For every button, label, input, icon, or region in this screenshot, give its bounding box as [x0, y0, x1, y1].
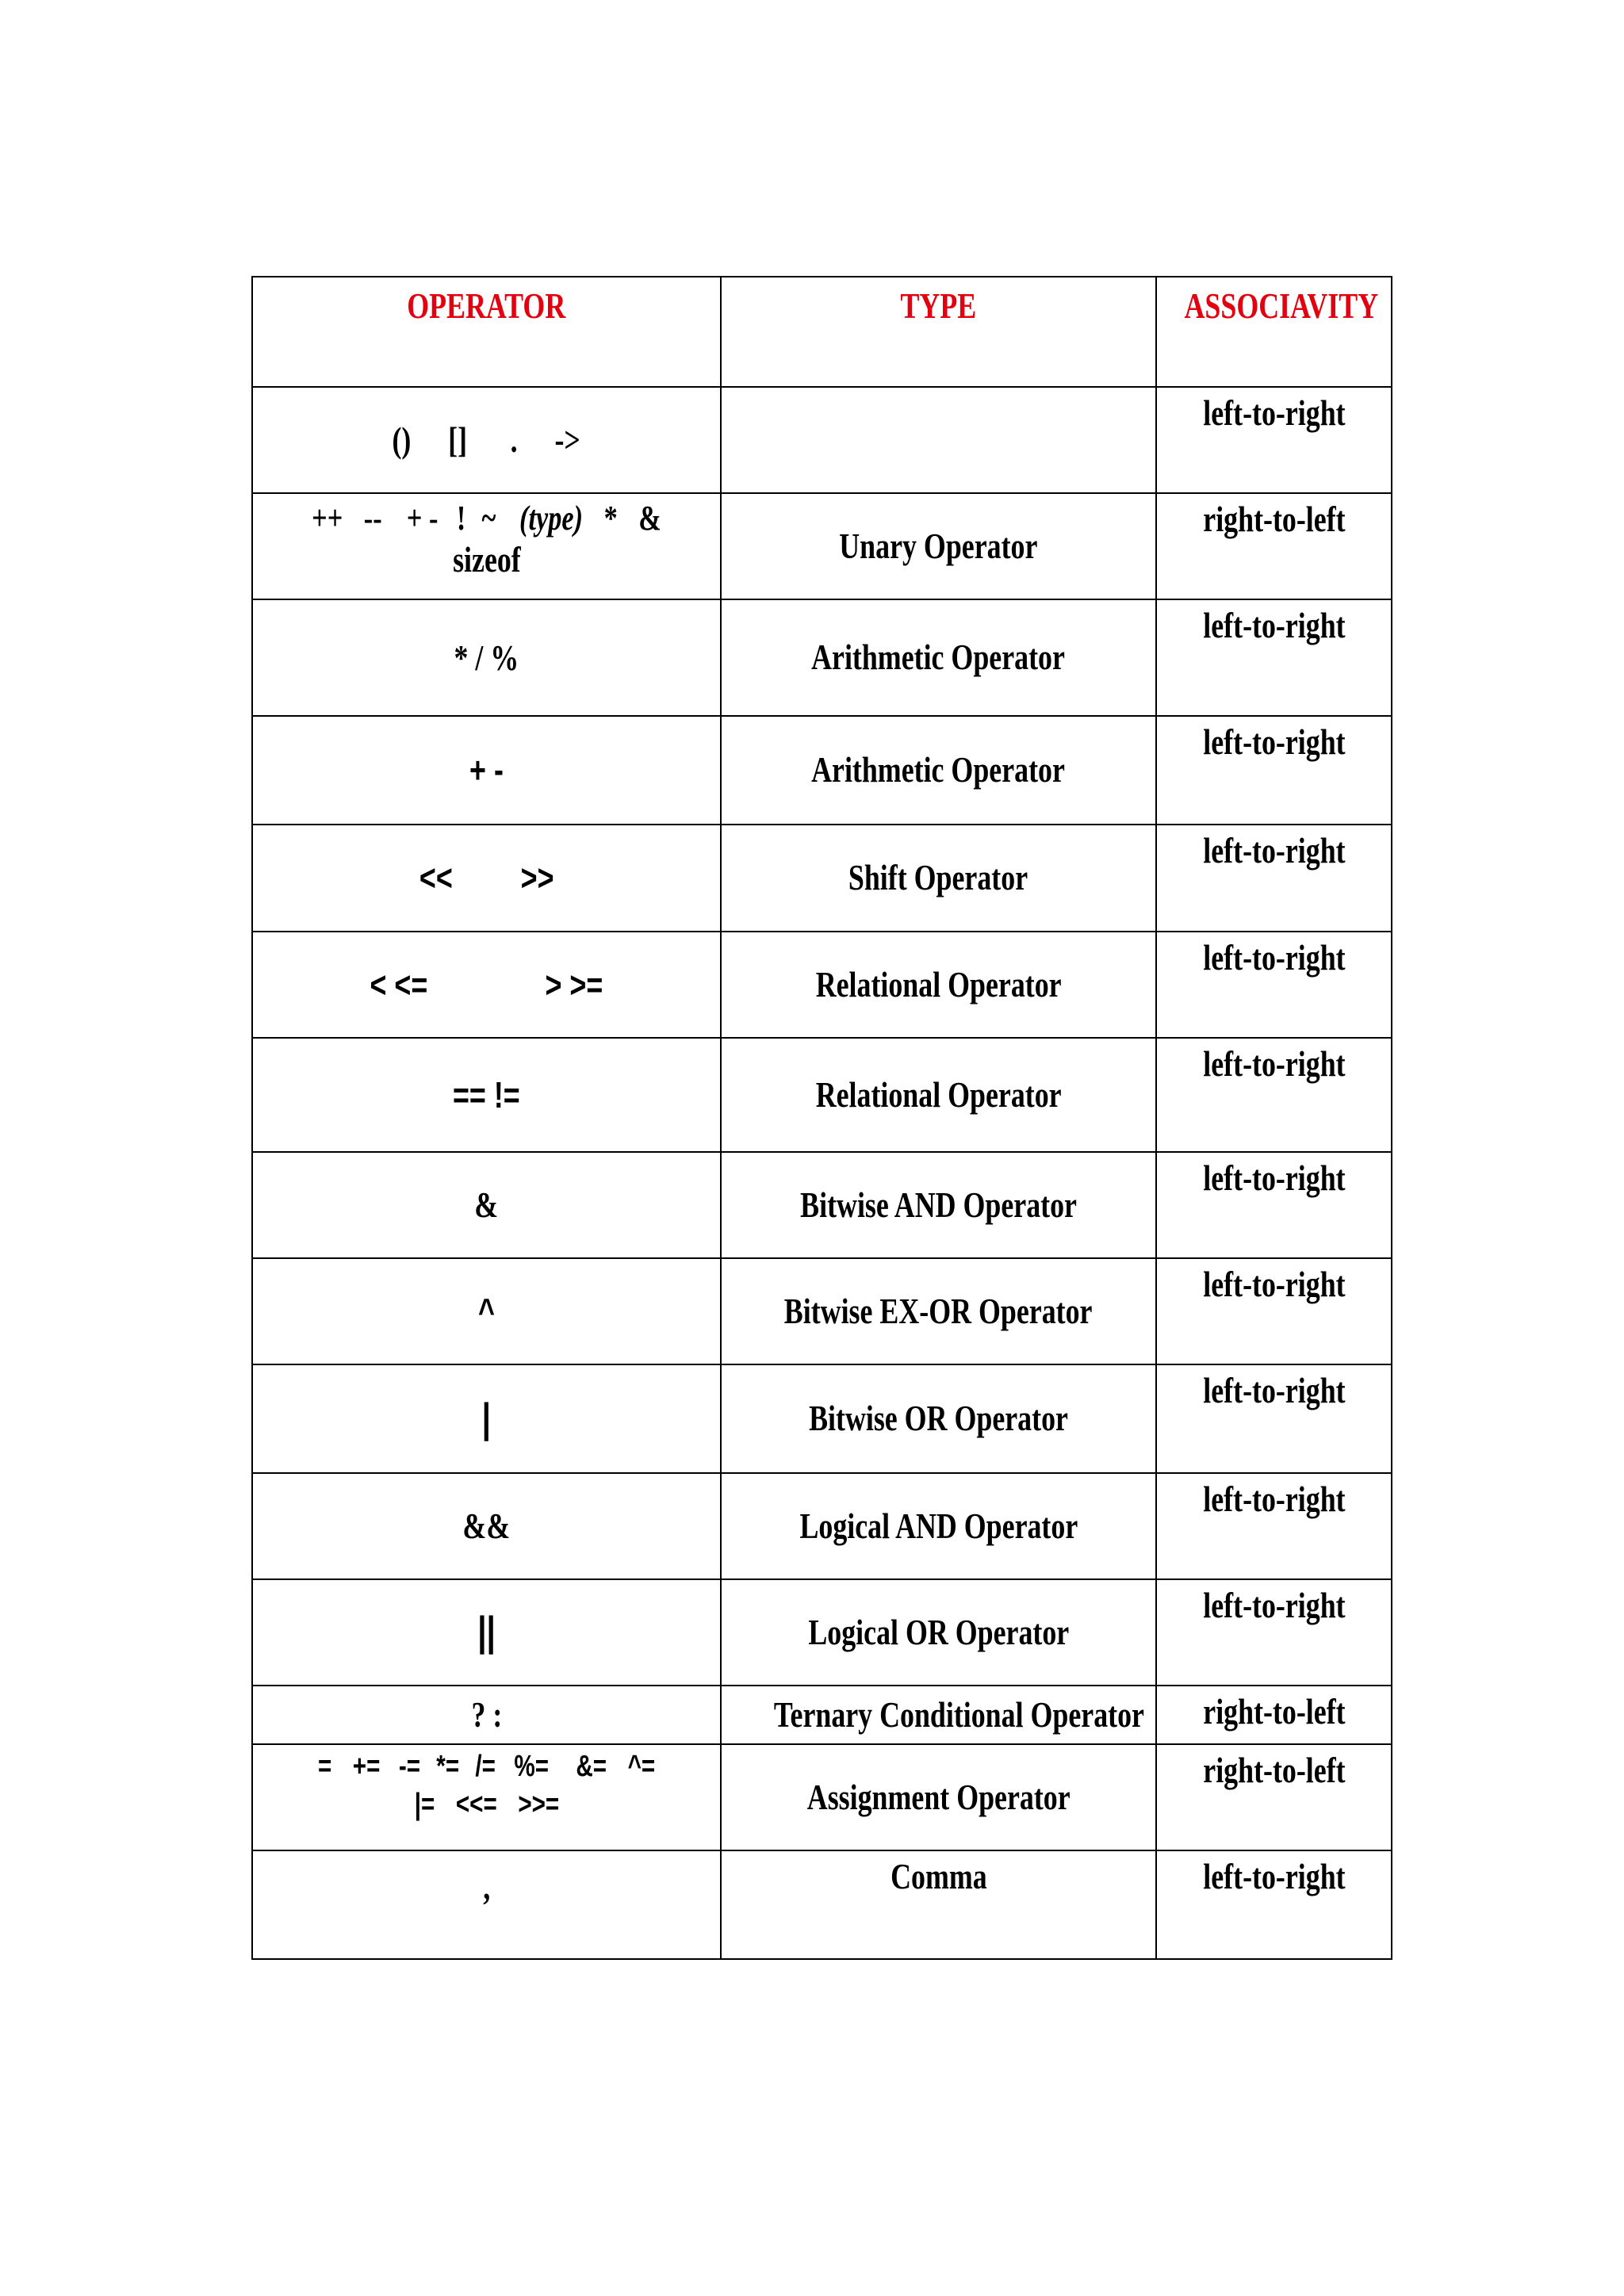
operator-symbol: + -	[406, 499, 439, 538]
table-row	[252, 1686, 1392, 1744]
operator-symbol: >>	[520, 857, 554, 899]
type-cell: Unary Operator	[721, 493, 1156, 599]
associativity-cell: left-to-right	[1156, 1364, 1392, 1473]
operator-cell: + -	[252, 716, 721, 825]
table-row	[252, 716, 1392, 825]
operator-cell	[252, 825, 721, 932]
associativity-cell: right-to-left	[1156, 1686, 1392, 1744]
table-row	[252, 493, 1392, 599]
table-header-row	[252, 277, 1392, 387]
associativity-cell: left-to-right	[1156, 1473, 1392, 1579]
operator-symbol: /=	[475, 1750, 496, 1783]
operator-symbol: <<=	[455, 1787, 497, 1821]
operator-symbol: > >=	[545, 963, 603, 1005]
associativity-cell: right-to-left	[1156, 1744, 1392, 1850]
operator-cell: ^	[252, 1258, 721, 1364]
operator-symbol: *	[603, 499, 618, 538]
operator-cell: ? :	[252, 1686, 721, 1744]
type-cell: Relational Operator	[721, 1038, 1156, 1152]
operator-symbol: *=	[436, 1750, 460, 1783]
operator-symbol: .	[511, 419, 518, 461]
operator-symbol: < <=	[370, 963, 428, 1005]
operator-symbol: %=	[514, 1750, 549, 1783]
type-cell: Relational Operator	[721, 932, 1156, 1038]
type-cell: Bitwise OR Operator	[721, 1364, 1156, 1473]
table-row	[252, 1258, 1392, 1364]
operator-cell	[252, 493, 721, 599]
associativity-cell: left-to-right	[1156, 1258, 1392, 1364]
header-operator: OPERATOR	[252, 277, 721, 387]
operator-symbol: ()	[392, 419, 412, 461]
operator-cell: * / %	[252, 599, 721, 716]
operator-symbol: &	[638, 499, 661, 538]
operator-symbol: &=	[576, 1750, 607, 1783]
operator-cell: ||	[252, 1579, 721, 1686]
operator-cell: &&	[252, 1473, 721, 1579]
operator-cell: == !=	[252, 1038, 721, 1152]
table-row	[252, 599, 1392, 716]
associativity-cell: left-to-right	[1156, 1038, 1392, 1152]
table-row	[252, 825, 1392, 932]
operator-symbol: ^=	[627, 1750, 656, 1783]
operator-symbol: --	[363, 499, 382, 538]
table-row	[252, 932, 1392, 1038]
operator-cell: |	[252, 1364, 721, 1473]
associativity-cell: left-to-right	[1156, 932, 1392, 1038]
operator-symbol: ->	[554, 419, 581, 461]
associativity-cell: left-to-right	[1156, 387, 1392, 493]
associativity-cell: left-to-right	[1156, 599, 1392, 716]
table-row	[252, 387, 1392, 493]
operator-symbol: ~	[481, 499, 496, 538]
table-row	[252, 1364, 1392, 1473]
type-cell: Bitwise EX-OR Operator	[721, 1258, 1156, 1364]
operator-cell: &	[252, 1152, 721, 1258]
type-cell: Arithmetic Operator	[721, 716, 1156, 825]
associativity-cell: left-to-right	[1156, 1152, 1392, 1258]
operator-cell	[252, 1744, 721, 1850]
type-cell	[721, 387, 1156, 493]
type-cell: Logical OR Operator	[721, 1579, 1156, 1686]
operator-symbol: sizeof	[452, 538, 521, 580]
operator-symbol: (type)	[519, 499, 584, 538]
operator-symbol: >>=	[517, 1787, 559, 1821]
type-cell: Ternary Conditional Operator	[721, 1686, 1156, 1744]
table-row	[252, 1579, 1392, 1686]
table-row	[252, 1038, 1392, 1152]
type-cell: Comma	[721, 1850, 1156, 1959]
type-cell: Shift Operator	[721, 825, 1156, 932]
operator-symbol: !	[456, 499, 466, 538]
associativity-cell: left-to-right	[1156, 1579, 1392, 1686]
type-cell: Assignment Operator	[721, 1744, 1156, 1850]
type-cell: Logical AND Operator	[721, 1473, 1156, 1579]
associativity-cell: right-to-left	[1156, 493, 1392, 599]
header-associativity: ASSOCIAVITY	[1156, 277, 1392, 387]
type-cell: Bitwise AND Operator	[721, 1152, 1156, 1258]
header-type: TYPE	[721, 277, 1156, 387]
operator-cell	[252, 932, 721, 1038]
operator-cell	[252, 387, 721, 493]
operator-symbol: +=	[352, 1750, 381, 1783]
operator-symbol: |=	[414, 1787, 435, 1821]
operator-symbol: []	[448, 419, 468, 461]
operator-symbol: ++	[312, 499, 343, 538]
associativity-cell: left-to-right	[1156, 1850, 1392, 1959]
table-row	[252, 1152, 1392, 1258]
operator-symbol: <<	[419, 857, 453, 899]
table-row	[252, 1744, 1392, 1850]
operator-symbol: =	[317, 1750, 332, 1783]
table-row	[252, 1473, 1392, 1579]
type-cell: Arithmetic Operator	[721, 599, 1156, 716]
operator-cell: ,	[252, 1850, 721, 1959]
associativity-cell: left-to-right	[1156, 716, 1392, 825]
associativity-cell: left-to-right	[1156, 825, 1392, 932]
operator-symbol: -=	[398, 1750, 420, 1783]
operator-precedence-table	[251, 276, 1392, 1960]
table-row	[252, 1850, 1392, 1959]
